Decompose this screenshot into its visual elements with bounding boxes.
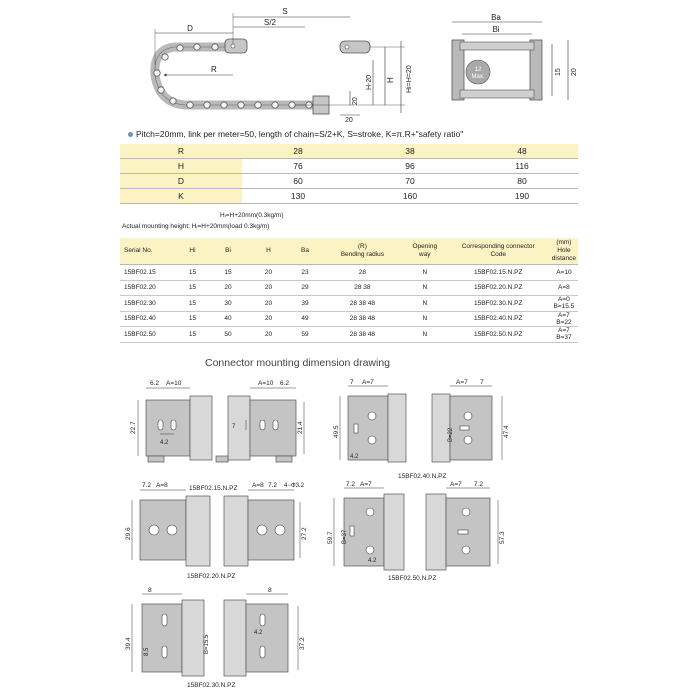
cell: 70 [354, 174, 466, 189]
dim-c: A=7 [456, 379, 468, 386]
table-row [120, 265, 578, 281]
dim-a: 8 [148, 587, 152, 594]
connector-drawing-50 [326, 478, 506, 574]
dim-a: 6.2 [150, 380, 160, 387]
cell-code: 15BF02.20.N.PZ [447, 280, 550, 296]
dim-bi: Bi [492, 25, 500, 34]
height-right: 57.3 [499, 531, 506, 544]
cell-code: 15BF02.15.N.PZ [447, 265, 550, 281]
cell: 160 [354, 189, 466, 204]
small-a: B=37 [342, 529, 348, 544]
cell-ba: 39 [288, 296, 322, 312]
radius-table [120, 144, 578, 204]
connector-drawing-30 [126, 584, 306, 682]
cell-hole: A=7 B=22 [550, 311, 578, 327]
cell: 190 [466, 189, 578, 204]
cell-code: 15BF02.40.N.PZ [447, 311, 550, 327]
cell-hi: 15 [178, 265, 208, 281]
chain-cross-section [430, 14, 580, 114]
header-connector-2: Code [490, 251, 506, 258]
cell-opening: N [403, 296, 447, 312]
dim-d: 7 [480, 379, 484, 386]
header-opening-1: Opening [412, 243, 438, 250]
row-label: H [120, 159, 242, 174]
table-row [120, 174, 578, 189]
cell-ba: 49 [288, 311, 322, 327]
cell-bi: 20 [207, 280, 248, 296]
small-b: 4.2 [254, 630, 263, 636]
hi-note: Hᵢ=H+20mm(0.3kg/m) [220, 212, 284, 219]
cell: 116 [466, 159, 578, 174]
cell: 60 [242, 174, 354, 189]
cell: 76 [242, 159, 354, 174]
dim-d: 7.2 [474, 481, 484, 488]
dim-20-bottom: 20 [345, 117, 353, 124]
header-connector-1: Corresponding connector [461, 243, 535, 250]
hole-note: 4−Φ3.2 [284, 483, 304, 489]
cell: 28 [242, 144, 354, 159]
cell-ba: 23 [288, 265, 322, 281]
height-left: 39.4 [125, 637, 132, 650]
cell-opening: N [403, 327, 447, 343]
header-bi: Bi [207, 238, 248, 265]
small-a: 4.2 [350, 454, 359, 460]
cell-serial: 15BF02.40 [120, 311, 178, 327]
cell-ba: 59 [288, 327, 322, 343]
dim-r: R [211, 65, 217, 74]
cell-bi: 15 [207, 265, 248, 281]
dim-b: A=7 [362, 379, 374, 386]
bullet-icon [128, 132, 133, 137]
cell-radius: 28 [322, 265, 403, 281]
cell: 130 [242, 189, 354, 204]
dim-c: A=8 [252, 482, 264, 489]
table-header-row [120, 238, 578, 265]
cell-radius: 28 38 [322, 280, 403, 296]
small-c: 8.5 [144, 647, 150, 656]
dim-h: H [386, 77, 395, 83]
header-opening-2: way [419, 251, 431, 258]
cell-bi: 30 [207, 296, 248, 312]
cell-hole: A=7 B=37 [550, 327, 578, 343]
actual-height-note: Actual mounting height: Hᵢ=H+20mm(load 0.3kg/m) [122, 223, 270, 230]
cell-serial: 15BF02.20 [120, 280, 178, 296]
header-hole-unit: (mm) [556, 239, 572, 246]
dim-15: 15 [555, 68, 562, 76]
serial-table [120, 238, 578, 343]
header-ba: Ba [288, 238, 322, 265]
header-hi: Hi [178, 238, 208, 265]
drawing-caption: 15BF02.40.N.PZ [398, 473, 447, 480]
cell-serial: 15BF02.50 [120, 327, 178, 343]
small-b: 7 [232, 424, 236, 430]
dim-20-right: 20 [571, 68, 578, 76]
row-label: D [120, 174, 242, 189]
cell: 38 [354, 144, 466, 159]
pitch-note [128, 129, 463, 139]
cell-hi: 15 [178, 311, 208, 327]
cell-bi: 50 [207, 327, 248, 343]
row-label: R [120, 144, 242, 159]
cell-opening: N [403, 265, 447, 281]
cell-radius: 28 38 48 [322, 311, 403, 327]
table-row [120, 296, 578, 312]
cell: 96 [354, 159, 466, 174]
header-connector [447, 238, 550, 265]
small-b: 4.2 [368, 558, 377, 564]
height-right: 47.4 [503, 425, 510, 438]
height-left: 22.7 [130, 421, 137, 434]
header-hole-label: Hole distance [551, 247, 577, 262]
pitch-note-text: Pitch=20mm, link per meter=50, length of chain=S/2+K, S=stroke, K=π.R+"safety ratio" [136, 129, 464, 139]
cell-opening: N [403, 280, 447, 296]
cell-hi: 15 [178, 296, 208, 312]
header-radius-label: Bending radius [340, 251, 385, 258]
dim-b: A=8 [156, 482, 168, 489]
dim-c: A=10 [258, 380, 274, 387]
height-left: 49.5 [333, 425, 340, 438]
height-right: 37.2 [299, 637, 306, 650]
table-row [120, 189, 578, 204]
cell-code: 15BF02.50.N.PZ [447, 327, 550, 343]
dim-12: 12 [474, 67, 482, 73]
cell-radius: 28 38 48 [322, 296, 403, 312]
header-radius-r: (R) [357, 243, 367, 250]
cell-hole: A=8 [550, 280, 578, 296]
dim-max: Max. [471, 74, 485, 80]
table-row [120, 144, 578, 159]
height-right: 21.4 [297, 421, 304, 434]
cell-serial: 15BF02.15 [120, 265, 178, 281]
cell-ba: 29 [288, 280, 322, 296]
cell-opening: N [403, 311, 447, 327]
cell: 48 [466, 144, 578, 159]
header-opening [403, 238, 447, 265]
drawing-caption: 15BF02.30.N.PZ [187, 682, 236, 689]
cell-hi: 15 [178, 327, 208, 343]
cell-hi: 15 [178, 280, 208, 296]
cell-h: 20 [249, 265, 288, 281]
dim-ba: Ba [491, 13, 501, 22]
cell-h: 20 [249, 311, 288, 327]
cell-hole: A=0 B=15.5 [550, 296, 578, 312]
table-row [120, 159, 578, 174]
table-row [120, 311, 578, 327]
connector-drawing-15 [128, 372, 308, 484]
cell-h: 20 [249, 296, 288, 312]
dim-b: A=7 [360, 481, 372, 488]
header-hole [550, 238, 578, 265]
cell-hole: A=10 [550, 265, 578, 281]
drawing-caption: 15BF02.20.N.PZ [187, 573, 236, 580]
small-b: B=22 [448, 427, 454, 442]
chain-side-diagram [145, 5, 415, 123]
dim-h-minus-20: H-20 [366, 74, 373, 90]
table-row [120, 280, 578, 296]
dim-d: 7.2 [268, 482, 278, 489]
dim-s: S [282, 7, 288, 16]
connector-drawing-40 [333, 376, 510, 472]
cell-serial: 15BF02.30 [120, 296, 178, 312]
cell-radius: 28 38 48 [322, 327, 403, 343]
connector-drawing-20 [126, 476, 306, 572]
drawing-heading: Connector mounting dimension drawing [205, 357, 391, 369]
drawing-caption: 15BF02.50.N.PZ [388, 575, 437, 582]
row-label: K [120, 189, 242, 204]
cell-h: 20 [249, 280, 288, 296]
height-left: 29.6 [125, 527, 132, 540]
table-row [120, 327, 578, 343]
dim-a: 7.2 [346, 481, 356, 488]
dim-s-half: S/2 [263, 18, 277, 27]
cell-code: 15BF02.30.N.PZ [447, 296, 550, 312]
small-a: 4.2 [160, 440, 169, 446]
cell-h: 20 [249, 327, 288, 343]
small-a: B=15.5 [204, 634, 210, 654]
height-left: 59.7 [327, 531, 334, 544]
dim-hi: Hi=H=20 [406, 65, 413, 93]
cell-bi: 40 [207, 311, 248, 327]
header-serial: Serial No. [120, 238, 178, 265]
dim-c: A=7 [450, 481, 462, 488]
header-radius [322, 238, 403, 265]
header-h: H [249, 238, 288, 265]
cell: 80 [466, 174, 578, 189]
drawing-caption: 15BF02.15.N.PZ [189, 485, 238, 492]
dim-d: 6.2 [280, 380, 290, 387]
height-right: 27.2 [301, 527, 308, 540]
dim-a: 7.2 [142, 482, 152, 489]
dim-b: 8 [268, 587, 272, 594]
dim-a: 7 [350, 379, 354, 386]
dim-b: A=10 [166, 380, 182, 387]
dim-d: D [187, 24, 193, 33]
dim-20-side: 20 [352, 97, 359, 105]
